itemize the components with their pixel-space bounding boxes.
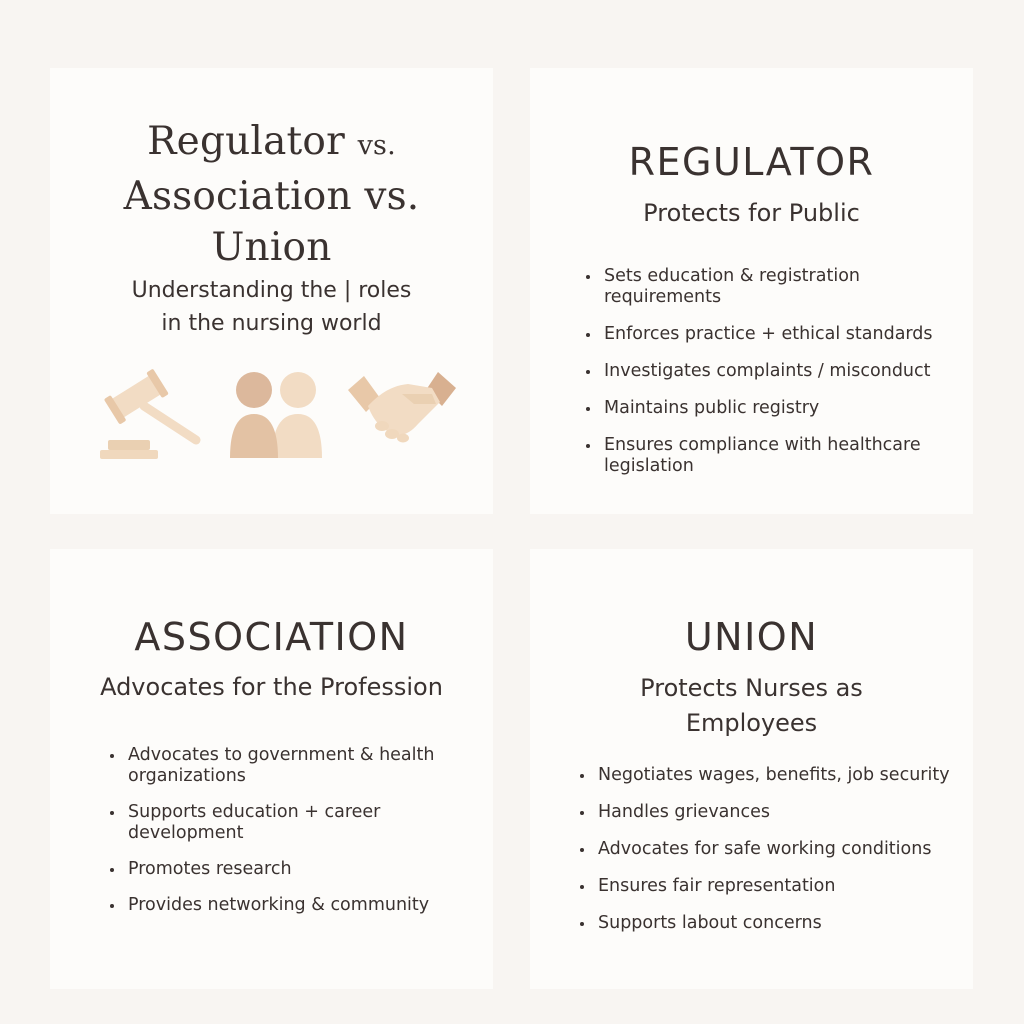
association-card <box>50 549 493 989</box>
list-item: Negotiates wages, benefits, job security <box>578 765 968 786</box>
regulator-subheading: Protects for Public <box>643 199 860 227</box>
list-item: Investigates complaints / misconduct <box>584 361 969 382</box>
subtitle-line-2: in the nursing world <box>161 311 382 336</box>
gavel-icon <box>100 368 202 463</box>
association-list <box>108 745 468 931</box>
list-item: Ensures compliance with healthcare legislation <box>584 435 969 477</box>
icon-row <box>50 368 493 468</box>
list-item: Advocates for safe working conditions <box>578 839 968 860</box>
list-item: Maintains public registry <box>584 398 969 419</box>
union-heading: UNION <box>684 615 819 659</box>
list-item: Supports labout concerns <box>578 913 968 934</box>
title-union: Union <box>211 225 332 270</box>
list-item: Ensures fair representation <box>578 876 968 897</box>
title-vs: vs. <box>357 130 396 161</box>
list-item: Advocates to government & health organizations <box>108 745 468 787</box>
association-heading: ASSOCIATION <box>134 615 409 659</box>
regulator-heading: REGULATOR <box>628 140 875 184</box>
page-subtitle <box>50 274 493 340</box>
list-item: Handles grievances <box>578 802 968 823</box>
union-subheading-line-2: Employees <box>685 709 818 737</box>
union-subheading <box>530 671 973 741</box>
regulator-card <box>530 68 973 514</box>
list-item: Provides networking & community <box>108 895 468 916</box>
union-subheading-line-1: Protects Nurses as <box>640 674 863 702</box>
list-item: Sets education & registration requirements <box>584 266 969 308</box>
intro-card <box>50 68 493 514</box>
union-list <box>578 765 968 950</box>
regulator-list <box>584 266 969 493</box>
list-item: Promotes research <box>108 859 468 880</box>
handshake-icon <box>346 368 458 448</box>
association-subheading: Advocates for the Profession <box>100 673 443 701</box>
list-item: Enforces practice + ethical standards <box>584 324 969 345</box>
list-item: Supports education + career development <box>108 802 468 844</box>
title-regulator: Regulator <box>147 119 345 164</box>
page-title <box>50 116 493 273</box>
subtitle-line-1: Understanding the | roles <box>131 278 412 303</box>
title-association: Association vs. <box>123 174 420 219</box>
union-card <box>530 549 973 989</box>
people-icon <box>228 368 324 460</box>
